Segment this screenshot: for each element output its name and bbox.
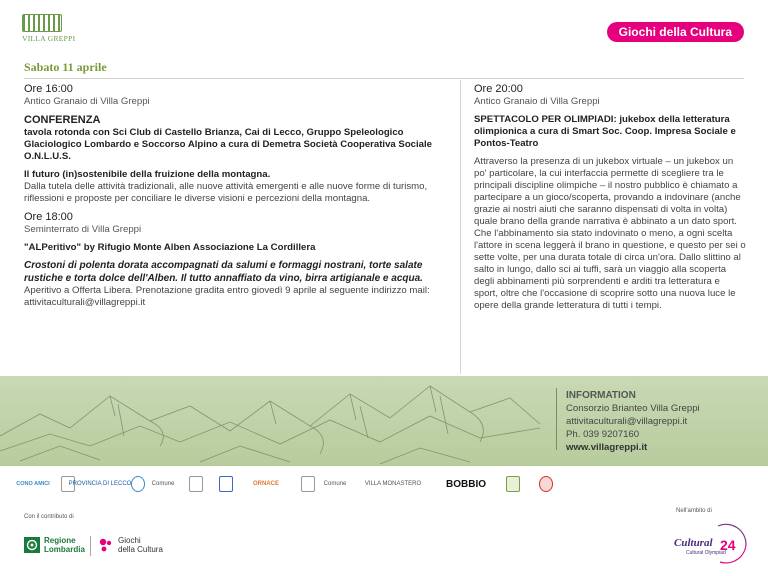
event-subtitle: Il futuro (in)sostenibile della fruizione della montagna.	[24, 169, 271, 180]
info-divider	[556, 388, 557, 450]
partner-logo: Comune	[151, 481, 175, 487]
regione-lombardia-icon	[24, 537, 40, 553]
bobbio-logo: BOBBIO	[446, 478, 486, 490]
giochi-line2: della Cultura	[118, 545, 163, 554]
top-divider	[24, 78, 744, 79]
event-title: SPETTACOLO PER OLIMPIADI: jukebox della letteratura olimpionica a cura di Smart Soc. Coop. Impresa Sociale e Pontos-Teatro	[474, 114, 736, 149]
olympiad-label: Cultural Olympiad	[686, 550, 726, 556]
info-phone: Ph. 039 9207160	[566, 429, 640, 440]
partner-circle-icon	[538, 474, 554, 494]
left-column	[24, 83, 444, 309]
event-time: Ore 20:00	[474, 83, 523, 95]
info-heading: INFORMATION	[566, 390, 636, 401]
partner-logo: Comune	[323, 481, 347, 487]
column-divider	[460, 80, 461, 374]
provincia-lecco-logo: PROVINCIA DI LECCO	[68, 481, 132, 487]
partner-leaf-icon	[506, 474, 520, 494]
cultural-olympiad-logo	[668, 520, 752, 566]
giochi-cultura-text	[118, 536, 163, 554]
villa-greppi-logo	[22, 14, 76, 48]
event-category: CONFERENZA	[24, 114, 101, 126]
regione-lombardia-text	[44, 536, 85, 554]
cono-amici-logo: CONO AMICI	[16, 481, 50, 487]
event-description: Dalla tutela delle attività tradizionali, alle nuove attività emergenti e alle nuove forme di turismo, riflessioni e proposte per conciliare le diverse visioni e percezioni della montagna.	[24, 181, 428, 204]
cultural-olympiad-emblem	[668, 520, 752, 566]
svg-text:Cultural: Cultural	[674, 537, 713, 549]
villa-monastero-logo: VILLA MONASTERO	[364, 481, 422, 487]
event-description: Attraverso la presenza di un jukebox virtuale – un jukebox un po' particolare, la cui interfaccia permette di scegliere tra le principali discipline olimpiche – il nostro pubblico è chiamato a partecipare a un gioco/scoperta, provando a indovinare (anche grazie ai nostri aiuti che saranno dispensati di volta in volta) quale brano della grande narrativa è abbinato a un dato sport. Che l'abbinamento sia stato indovinato o meno, a ogni scelta l'attore in scena leggerà il brano in questione, e questo per sei o sette volte, per una durata totale di circa un'ora. Dallo slittino al salto in lungo, dallo sci ai tuffi, sarà un viaggio alla scoperta degli abbinamenti più sorprendenti e arditi tra letteratura e sport, oltre che l'occasione di scoprire sotto una nuova luce le opere della grande letteratura di tutti i tempi.	[474, 156, 746, 311]
giochi-cultura-badge: Giochi della Cultura	[607, 22, 744, 42]
partner-crest-icon	[130, 474, 146, 494]
info-organization: Consorzio Brianteo Villa Greppi	[566, 403, 700, 414]
event-title: "ALPeritivo" by Rifugio Monte Alben Associazione La Cordillera	[24, 242, 316, 253]
right-column	[474, 83, 746, 312]
giochi-dots-icon	[98, 537, 114, 553]
partner-crest-icon	[300, 474, 316, 494]
regione-line2: Lombardia	[44, 545, 85, 554]
partner-crest-icon	[188, 474, 204, 494]
giochi-line1: Giochi	[118, 536, 141, 545]
event-place: Seminterrato di Villa Greppi	[24, 224, 142, 235]
information-box	[566, 389, 700, 454]
event-time: Ore 18:00	[24, 211, 73, 223]
footer-divider	[90, 536, 91, 556]
event-menu: Crostoni di polenta dorata accompagnati da salumi e formaggi nostrani, torte salate rustiche e torta dolce dell'Alben. Il tutto annaffiato da vino, birra artigianale e acqua.	[24, 260, 423, 284]
partner-crest-icon	[218, 474, 234, 494]
villa-building-icon	[22, 14, 62, 32]
partner-logos	[16, 474, 562, 496]
regione-line1: Regione	[44, 536, 76, 545]
svg-text:24: 24	[720, 537, 736, 553]
event-place: Antico Granaio di Villa Greppi	[24, 96, 150, 107]
info-email[interactable]: attivitaculturali@villagreppi.it	[566, 416, 688, 427]
event-place: Antico Granaio di Villa Greppi	[474, 96, 600, 107]
ambito-label: Nell'ambito di	[676, 508, 712, 514]
ornace-logo: ORNACE	[252, 481, 279, 487]
info-website[interactable]: www.villagreppi.it	[566, 442, 648, 453]
regione-lombardia-logo	[24, 536, 85, 554]
date-heading: Sabato 11 aprile	[24, 60, 107, 74]
event-booking-info: Aperitivo a Offerta Libera. Prenotazione gradita entro giovedì 9 aprile al seguente indirizzo mail: attivitaculturali@villagreppi.it	[24, 285, 430, 308]
event-time: Ore 16:00	[24, 83, 73, 95]
contribution-label: Con il contributo di	[24, 514, 74, 520]
giochi-cultura-logo	[98, 536, 163, 554]
event-title: tavola rotonda con Sci Club di Castello Brianza, Cai di Lecco, Gruppo Speleologico Glaciologico Lombardo e Soccorso Alpino a cura di Demetra Società Cooperativa Sociale O.N.L.U.S.	[24, 127, 433, 162]
logo-text: VILLA GREPPI	[22, 34, 76, 43]
